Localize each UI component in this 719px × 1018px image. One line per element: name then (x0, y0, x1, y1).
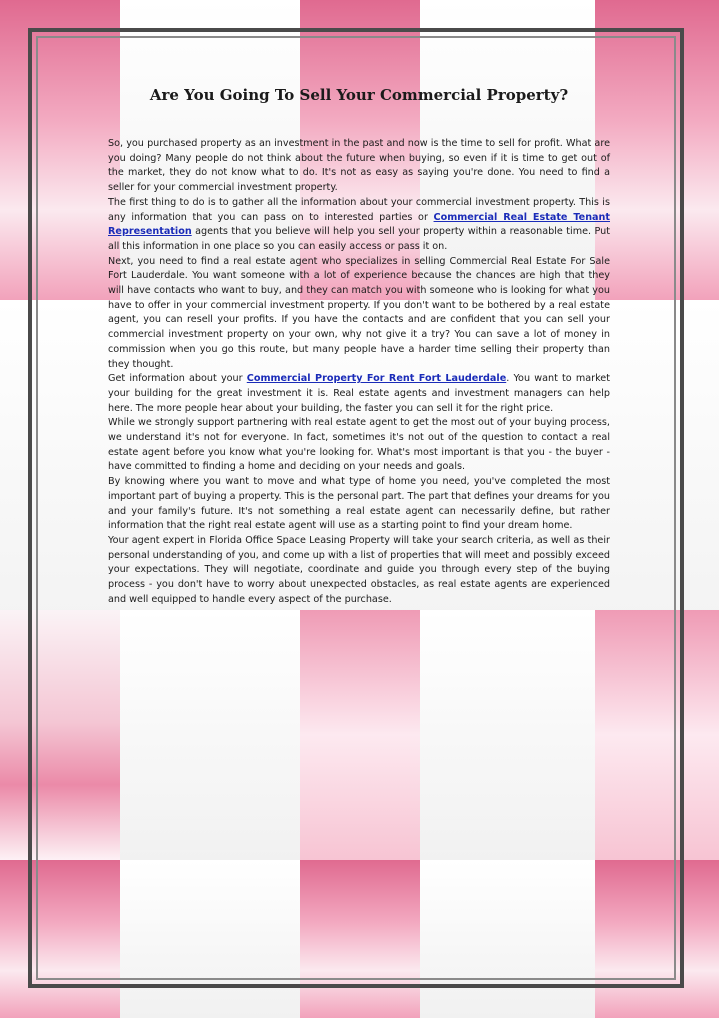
document-body (108, 137, 610, 608)
paragraph-agent-expert: Your agent expert in Florida Office Space Leasing Property will take your search criteria, as well as their personal understanding of you, and come up with a list of properties that will meet and possibly exceed your expectations. They will negotiate, coordinate and guide you through every step of the buying process - you don't have to worry about unexpected obstacles, as real estate agents are experienced and well equipped to handle every aspect of the purchase. (108, 534, 610, 605)
paragraph-gather-info: The first thing to do is to gather all the information about your commercial investment property. This is any information that you can pass on to interested parties or Commercial Real Estate Tenant Representation agents that you believe will help you sell your property within a reasonable time. Put all this information in one place so you can easily access or pass it on. (108, 196, 610, 252)
paragraph-partnering: While we strongly support partnering with real estate agent to get the most out of your buying process, we understand it's not for everyone. In fact, sometimes it's not out of the question to contact a real estate agent before you know what you're looking for. What's most important is that you - the buyer - have committed to finding a home and deciding on your needs and goals. (108, 417, 610, 473)
link-commercial-property-for-rent[interactable]: Commercial Property For Rent Fort Lauderdale (246, 373, 507, 385)
paragraph-intro: So, you purchased property as an investment in the past and now is the time to sell for profit. What are you doing? Many people do not think about the future when buying, so even if it is time to get out of the market, they do not know what to do. It's not as easy as saying you're done. You need to find a seller for your commercial investment property. (108, 138, 610, 194)
paragraph-knowing: By knowing where you want to move and what type of home you need, you've completed the most important part of buying a property. This is the personal part. The part that defines your dreams for you and your family's future. It's not something a real estate agent can necessarily define, but rather information that the right real estate agent will use as a starting point to find your dream home. (108, 476, 610, 532)
document-title: Are You Going To Sell Your Commercial Property? (149, 86, 569, 104)
paragraph-get-information: Get information about your Commercial Property For Rent Fort Lauderdale. You want to market your building for the great investment it is. Real estate agents and investment managers can help here. The more people hear about your building, the faster you can sell it for the right price. (108, 373, 610, 414)
link-commercial-real-estate-tenant-representation[interactable]: Commercial Real Estate Tenant Representation (108, 211, 610, 238)
paragraph-find-agent: Next, you need to find a real estate agent who specializes in selling Commercial Real Estate For Sale Fort Lauderdale. You want someone with a lot of experience because the chances are high that they will have contacts who want to buy, and they can match you with someone who is looking for what you have to offer in your commercial investment property. If you don't want to be bothered by a real estate agent, you can resell your profits. If you have the contacts and are confident that you can sell your commercial investment property on your own, why not give it a try? You can save a lot of money in commission when you go this route, but many people have a harder time selling their property than they thought. (108, 255, 610, 370)
